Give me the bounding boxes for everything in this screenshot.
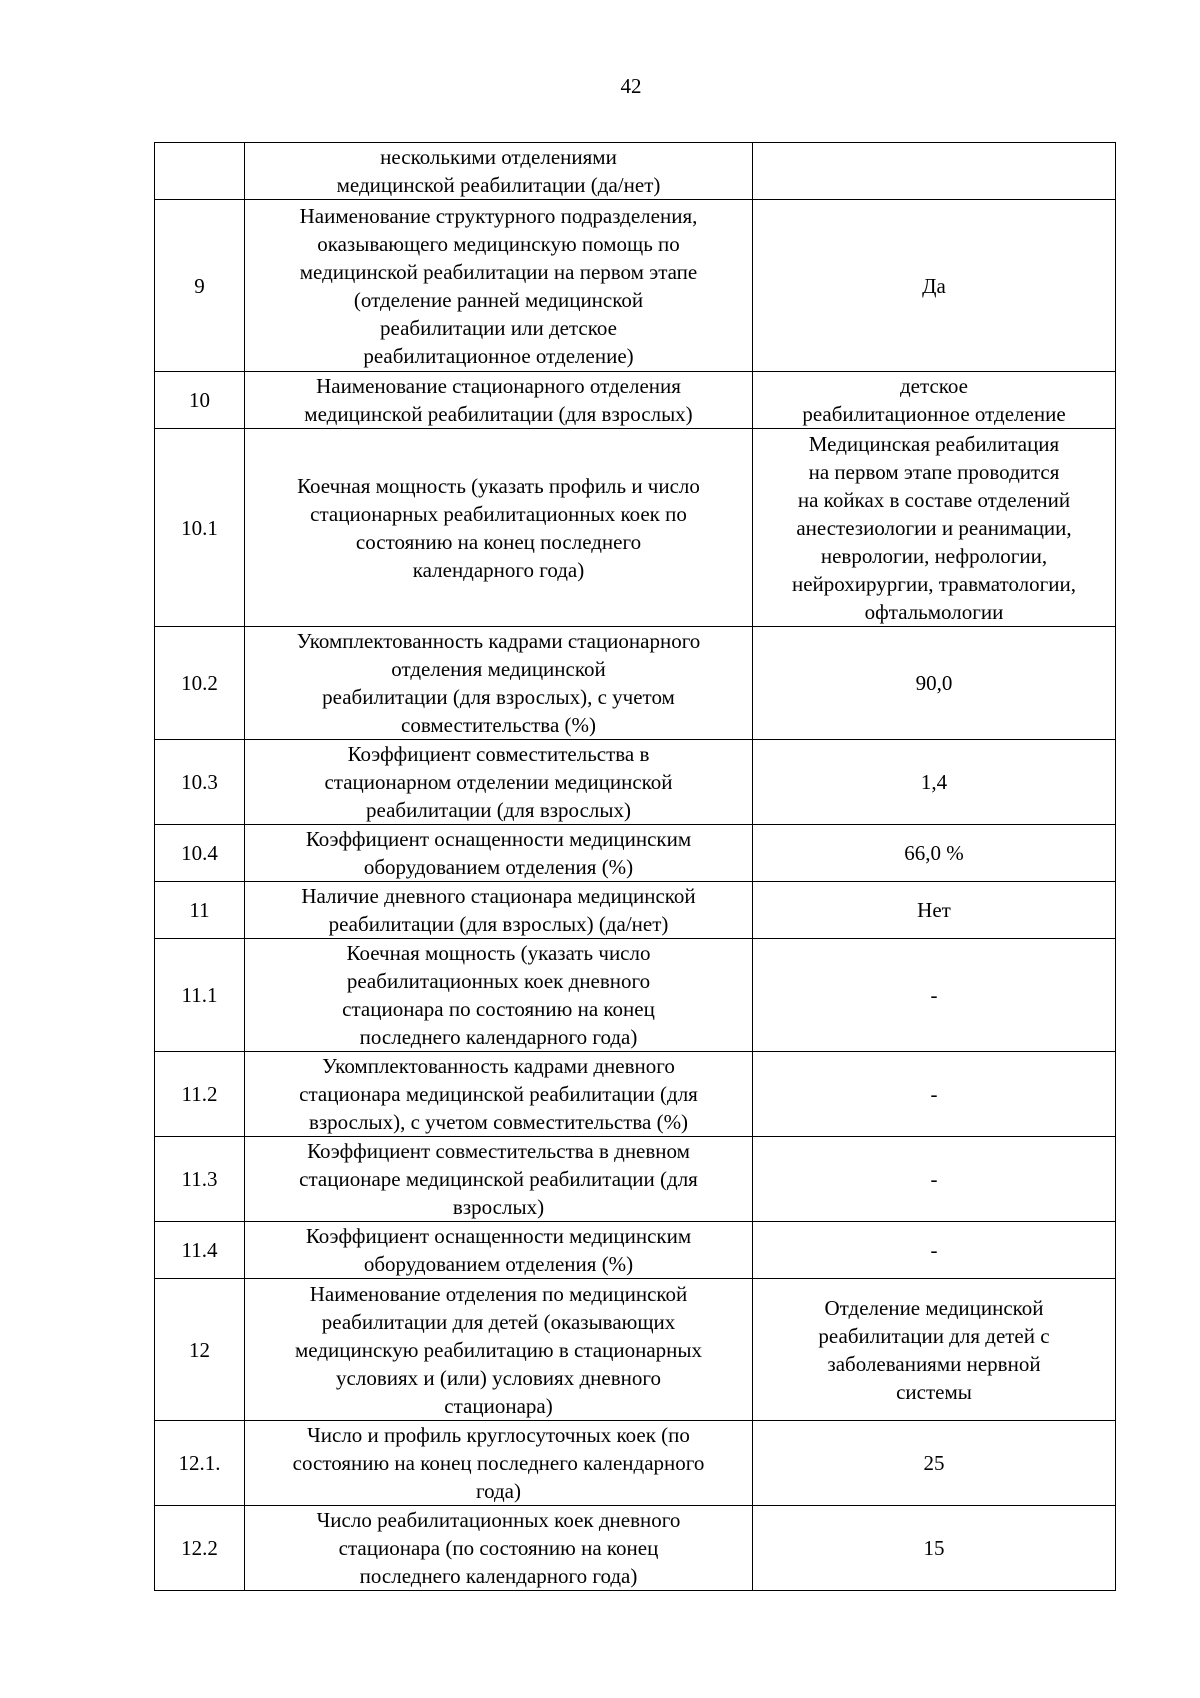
row-number-cell: 11.3 <box>155 1137 245 1222</box>
row-number-cell: 10.4 <box>155 825 245 882</box>
indicator-name-cell: Коечная мощность (указать число реабилитационных коек дневного стационара по состоянию на конец последнего календарного года) <box>245 939 753 1052</box>
indicator-name-cell: Число реабилитационных коек дневного стационара (по состоянию на конец последнего календарного года) <box>245 1506 753 1591</box>
indicator-value-cell: - <box>753 1052 1116 1137</box>
table-row <box>155 1506 1116 1591</box>
indicator-value-cell: Медицинская реабилитация на первом этапе проводится на койках в составе отделений анестезиологии и реанимации, неврологии, нефрологии, нейрохирургии, травматологии, офтальмологии <box>753 429 1116 627</box>
table-row <box>155 939 1116 1052</box>
row-number-cell: 10 <box>155 372 245 429</box>
row-number-cell: 12.1. <box>155 1421 245 1506</box>
indicator-value-cell <box>753 143 1116 200</box>
table-row <box>155 740 1116 825</box>
table-row <box>155 1052 1116 1137</box>
row-number-cell: 11.1 <box>155 939 245 1052</box>
indicators-table-body <box>155 143 1116 1591</box>
indicator-value-cell: 66,0 % <box>753 825 1116 882</box>
table-row <box>155 627 1116 740</box>
table-row <box>155 1137 1116 1222</box>
indicator-value-cell: 15 <box>753 1506 1116 1591</box>
row-number-cell: 12 <box>155 1279 245 1421</box>
indicator-value-cell: 1,4 <box>753 740 1116 825</box>
indicator-name-cell: Укомплектованность кадрами дневного стационара медицинской реабилитации (для взрослых), с учетом совместительства (%) <box>245 1052 753 1137</box>
indicator-name-cell: Число и профиль круглосуточных коек (по состоянию на конец последнего календарного года) <box>245 1421 753 1506</box>
table-row <box>155 200 1116 372</box>
table-row <box>155 372 1116 429</box>
indicator-value-cell: - <box>753 1137 1116 1222</box>
row-number-cell: 12.2 <box>155 1506 245 1591</box>
indicator-value-cell: - <box>753 939 1116 1052</box>
table-row <box>155 429 1116 627</box>
row-number-cell: 9 <box>155 200 245 372</box>
indicator-name-cell: несколькими отделениями медицинской реабилитации (да/нет) <box>245 143 753 200</box>
row-number-cell: 10.1 <box>155 429 245 627</box>
table-row <box>155 1279 1116 1421</box>
indicator-name-cell: Коэффициент совместительства в дневном стационаре медицинской реабилитации (для взрослых) <box>245 1137 753 1222</box>
indicator-name-cell: Коэффициент совместительства в стационарном отделении медицинской реабилитации (для взрослых) <box>245 740 753 825</box>
indicator-value-cell: Да <box>753 200 1116 372</box>
table-row <box>155 882 1116 939</box>
indicator-name-cell: Коечная мощность (указать профиль и число стационарных реабилитационных коек по состоянию на конец последнего календарного года) <box>245 429 753 627</box>
indicator-value-cell: - <box>753 1222 1116 1279</box>
row-number-cell: 10.3 <box>155 740 245 825</box>
table-row <box>155 143 1116 200</box>
indicator-name-cell: Наименование структурного подразделения, оказывающего медицинскую помощь по медицинской реабилитации на первом этапе (отделение ранней медицинской реабилитации или детское реабилитационное отделение) <box>245 200 753 372</box>
indicator-value-cell: Отделение медицинской реабилитации для детей с заболеваниями нервной системы <box>753 1279 1116 1421</box>
indicator-name-cell: Укомплектованность кадрами стационарного отделения медицинской реабилитации (для взрослых), с учетом совместительства (%) <box>245 627 753 740</box>
table-row <box>155 825 1116 882</box>
indicator-value-cell: 25 <box>753 1421 1116 1506</box>
row-number-cell: 11.4 <box>155 1222 245 1279</box>
row-number-cell: 10.2 <box>155 627 245 740</box>
row-number-cell: 11 <box>155 882 245 939</box>
indicator-name-cell: Наименование отделения по медицинской реабилитации для детей (оказывающих медицинскую реабилитацию в стационарных условиях и (или) условиях дневного стационара) <box>245 1279 753 1421</box>
indicator-name-cell: Наличие дневного стационара медицинской реабилитации (для взрослых) (да/нет) <box>245 882 753 939</box>
page-number: 42 <box>620 74 642 98</box>
indicator-value-cell: Нет <box>753 882 1116 939</box>
row-number-cell: 11.2 <box>155 1052 245 1137</box>
table-row <box>155 1421 1116 1506</box>
indicator-name-cell: Коэффициент оснащенности медицинским оборудованием отделения (%) <box>245 1222 753 1279</box>
table-row <box>155 1222 1116 1279</box>
indicator-name-cell: Наименование стационарного отделения медицинской реабилитации (для взрослых) <box>245 372 753 429</box>
row-number-cell <box>155 143 245 200</box>
indicators-table <box>154 142 1116 1591</box>
indicator-name-cell: Коэффициент оснащенности медицинским оборудованием отделения (%) <box>245 825 753 882</box>
indicator-value-cell: детское реабилитационное отделение <box>753 372 1116 429</box>
indicator-value-cell: 90,0 <box>753 627 1116 740</box>
